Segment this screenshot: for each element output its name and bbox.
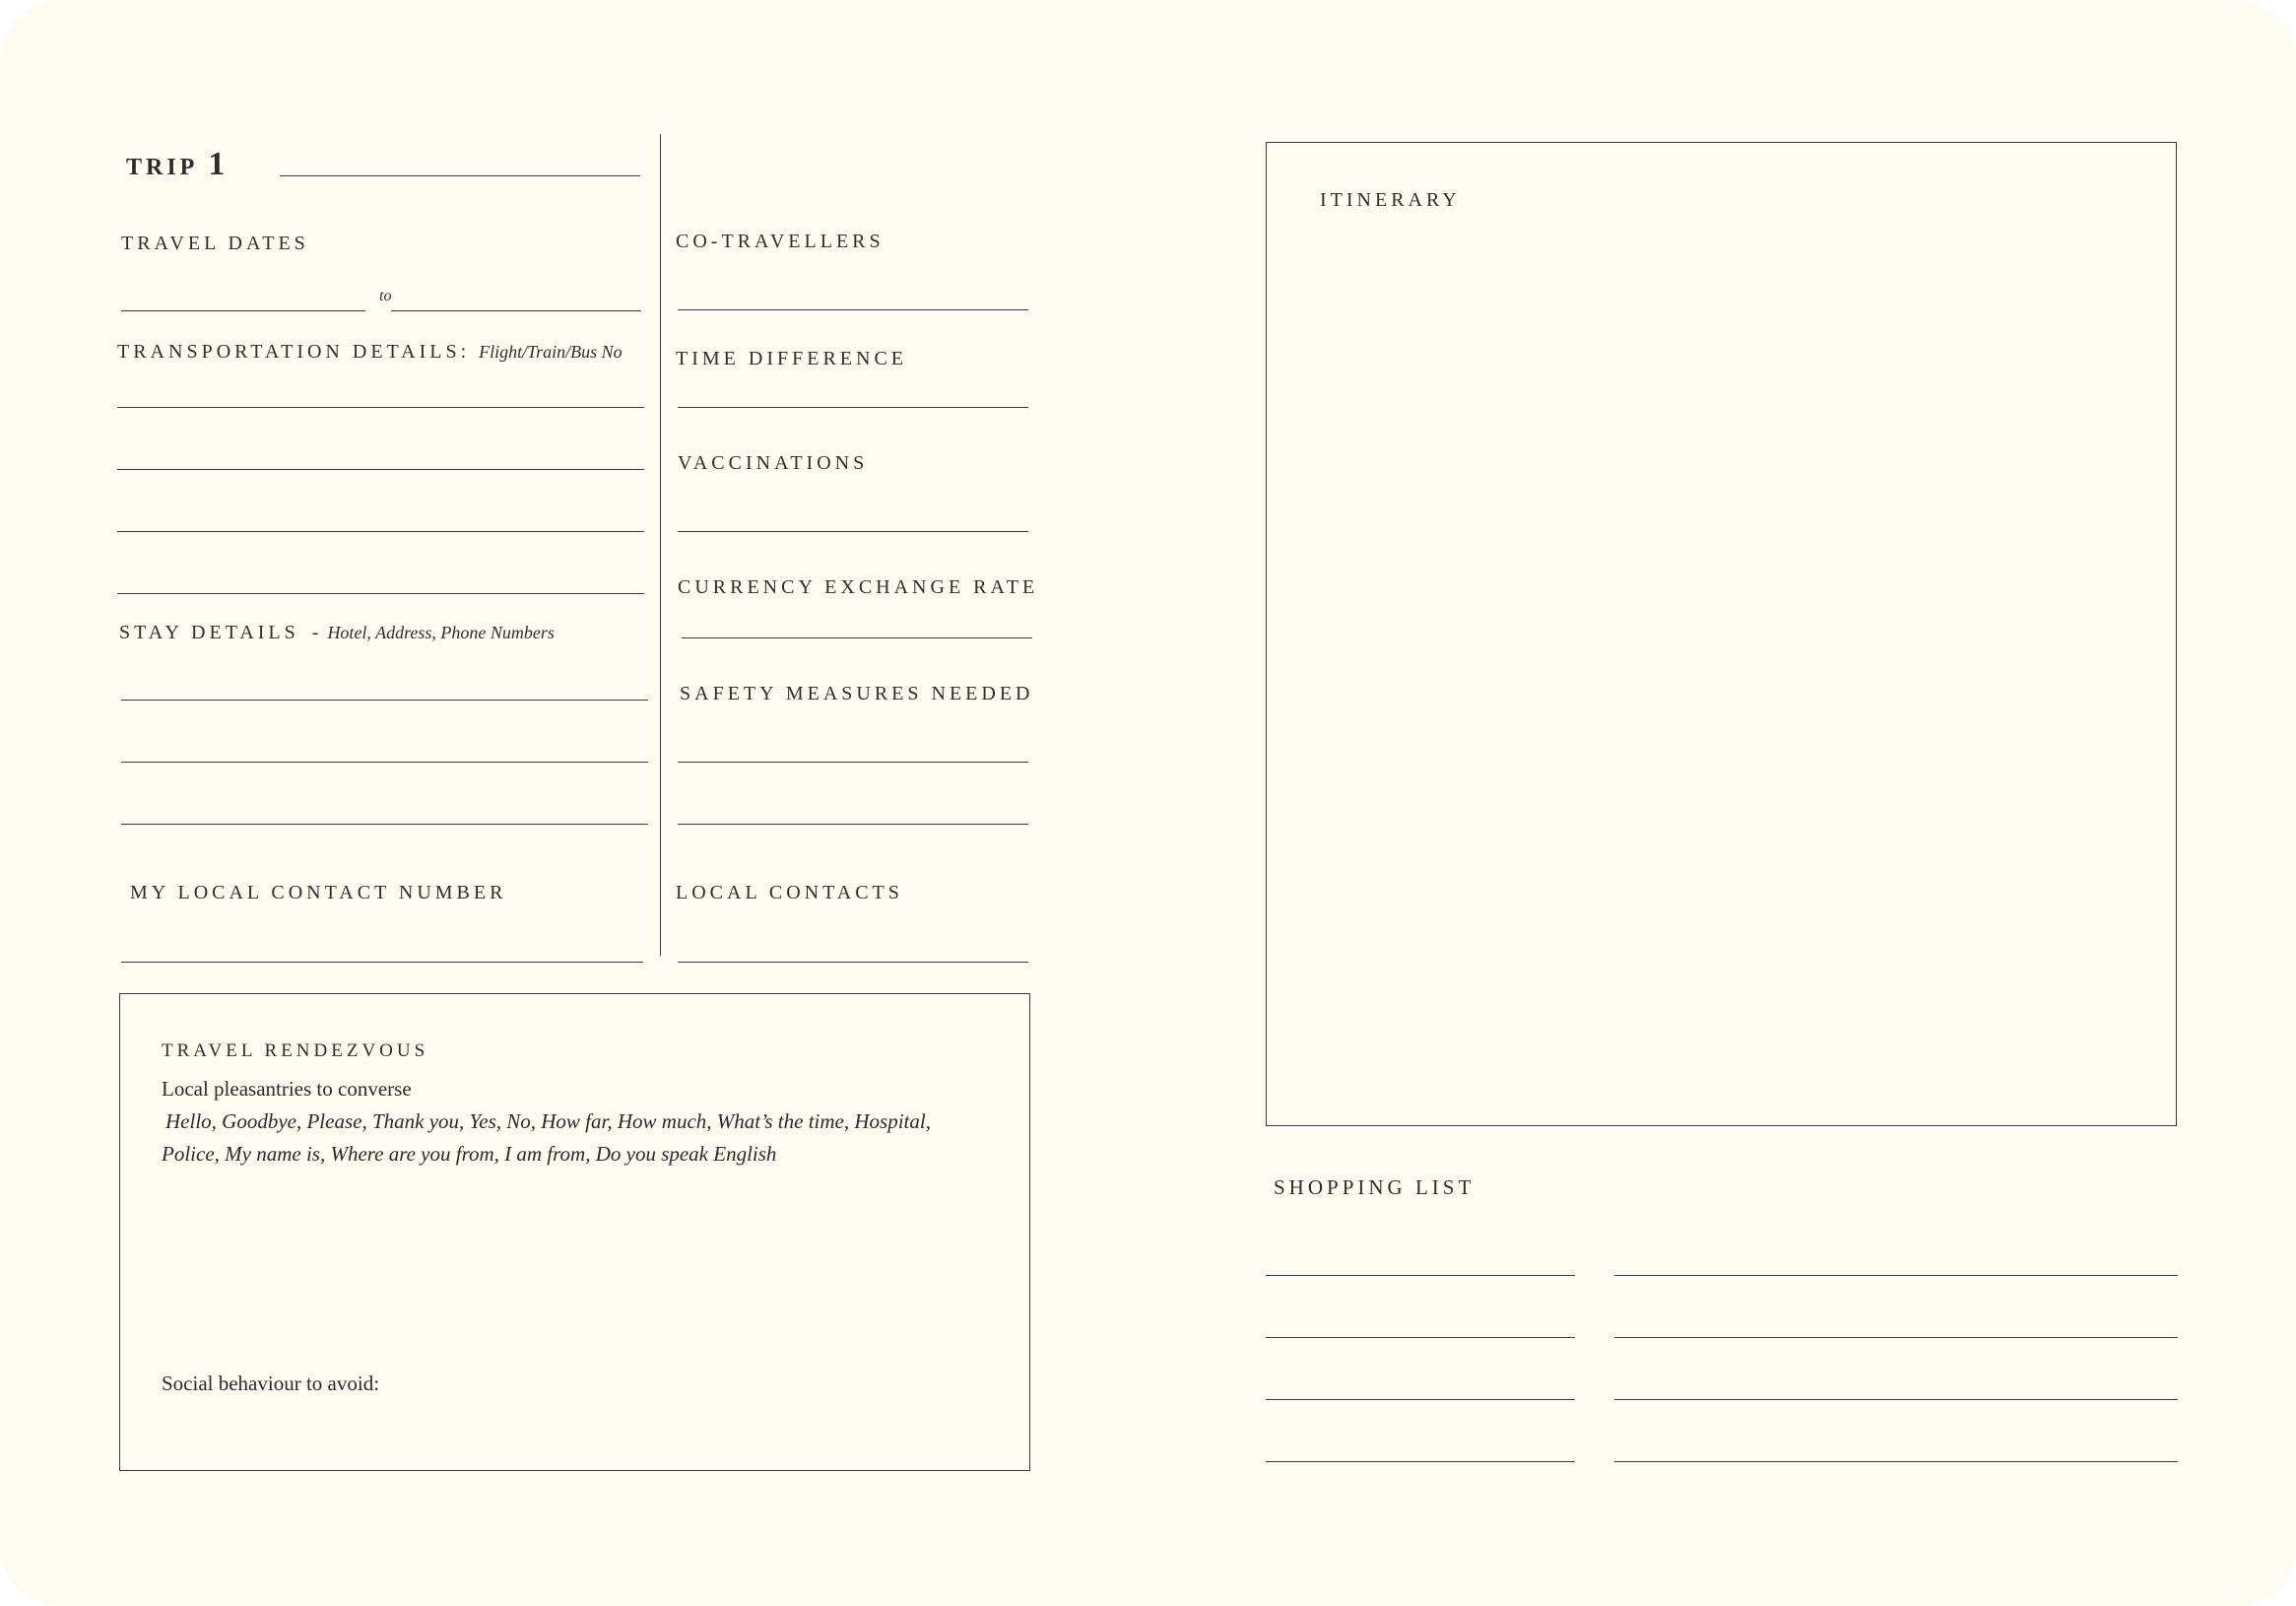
itinerary-title: ITINERARY (1320, 189, 1461, 211)
safety-measures-label: SAFETY MEASURES NEEDED (680, 683, 1034, 704)
travel-dates-to-text: to (379, 288, 392, 304)
currency-exchange-line[interactable] (682, 637, 1032, 638)
stay-title: STAY DETAILS (119, 622, 299, 643)
pleasantries-line-2: Police, My name is, Where are you from, I am from, Do you speak English (162, 1142, 777, 1166)
co-travellers-line[interactable] (678, 309, 1028, 310)
pleasantries-line-1: Hello, Goodbye, Please, Thank you, Yes, No, How far, How much, What’s the time, Hospital, (165, 1109, 931, 1133)
itinerary-box[interactable] (1266, 142, 2177, 1126)
trip-heading (126, 146, 225, 183)
trip-label: TRIP (126, 155, 199, 180)
shopping-item-line-5[interactable] (1266, 1399, 1575, 1400)
shopping-item-line-1[interactable] (1266, 1275, 1575, 1276)
shopping-item-line-4[interactable] (1614, 1337, 2178, 1338)
stay-hint: Hotel, Address, Phone Numbers (327, 623, 555, 642)
column-divider (660, 134, 661, 956)
stay-details-label (119, 622, 555, 644)
stay-separator: - (311, 622, 319, 643)
trip-number: 1 (208, 146, 226, 182)
trip-name-line[interactable] (280, 175, 640, 176)
travel-dates-label: TRAVEL DATES (121, 233, 309, 254)
stay-line-1[interactable] (121, 700, 648, 701)
stay-line-3[interactable] (121, 824, 648, 825)
shopping-item-line-2[interactable] (1614, 1275, 2178, 1276)
shopping-item-line-8[interactable] (1614, 1461, 2178, 1462)
travel-rendezvous-title: TRAVEL RENDEZVOUS (162, 1040, 429, 1061)
vaccinations-label: VACCINATIONS (678, 452, 869, 474)
transportation-line-4[interactable] (117, 593, 644, 594)
safety-measures-line-2[interactable] (678, 824, 1028, 825)
local-contact-number-line[interactable] (121, 962, 643, 963)
shopping-item-line-6[interactable] (1614, 1399, 2178, 1400)
time-difference-label: TIME DIFFERENCE (676, 348, 907, 369)
shopping-item-line-7[interactable] (1266, 1461, 1575, 1462)
shopping-item-line-3[interactable] (1266, 1337, 1575, 1338)
time-difference-line[interactable] (678, 407, 1028, 408)
transportation-hint: Flight/Train/Bus No (479, 342, 623, 362)
social-behaviour-label: Social behaviour to avoid: (162, 1372, 380, 1395)
currency-exchange-label: CURRENCY EXCHANGE RATE (678, 576, 1039, 598)
safety-measures-line-1[interactable] (678, 762, 1028, 763)
local-contacts-label: LOCAL CONTACTS (676, 882, 903, 903)
transportation-title: TRANSPORTATION DETAILS: (117, 341, 471, 363)
stay-line-2[interactable] (121, 762, 648, 763)
pleasantries-subtitle: Local pleasantries to converse (162, 1077, 412, 1101)
co-travellers-label: CO-TRAVELLERS (676, 231, 885, 252)
local-contacts-line[interactable] (678, 962, 1028, 963)
transportation-line-1[interactable] (117, 407, 644, 408)
vaccinations-line[interactable] (678, 531, 1028, 532)
transportation-line-3[interactable] (117, 531, 644, 532)
transportation-label (117, 341, 623, 364)
transportation-line-2[interactable] (117, 469, 644, 470)
travel-date-from-line[interactable] (121, 310, 365, 311)
shopping-list-title: SHOPPING LIST (1274, 1175, 1476, 1199)
local-contact-number-label: MY LOCAL CONTACT NUMBER (130, 882, 507, 903)
travel-date-to-line[interactable] (391, 310, 641, 311)
travel-rendezvous-box[interactable] (119, 993, 1030, 1471)
